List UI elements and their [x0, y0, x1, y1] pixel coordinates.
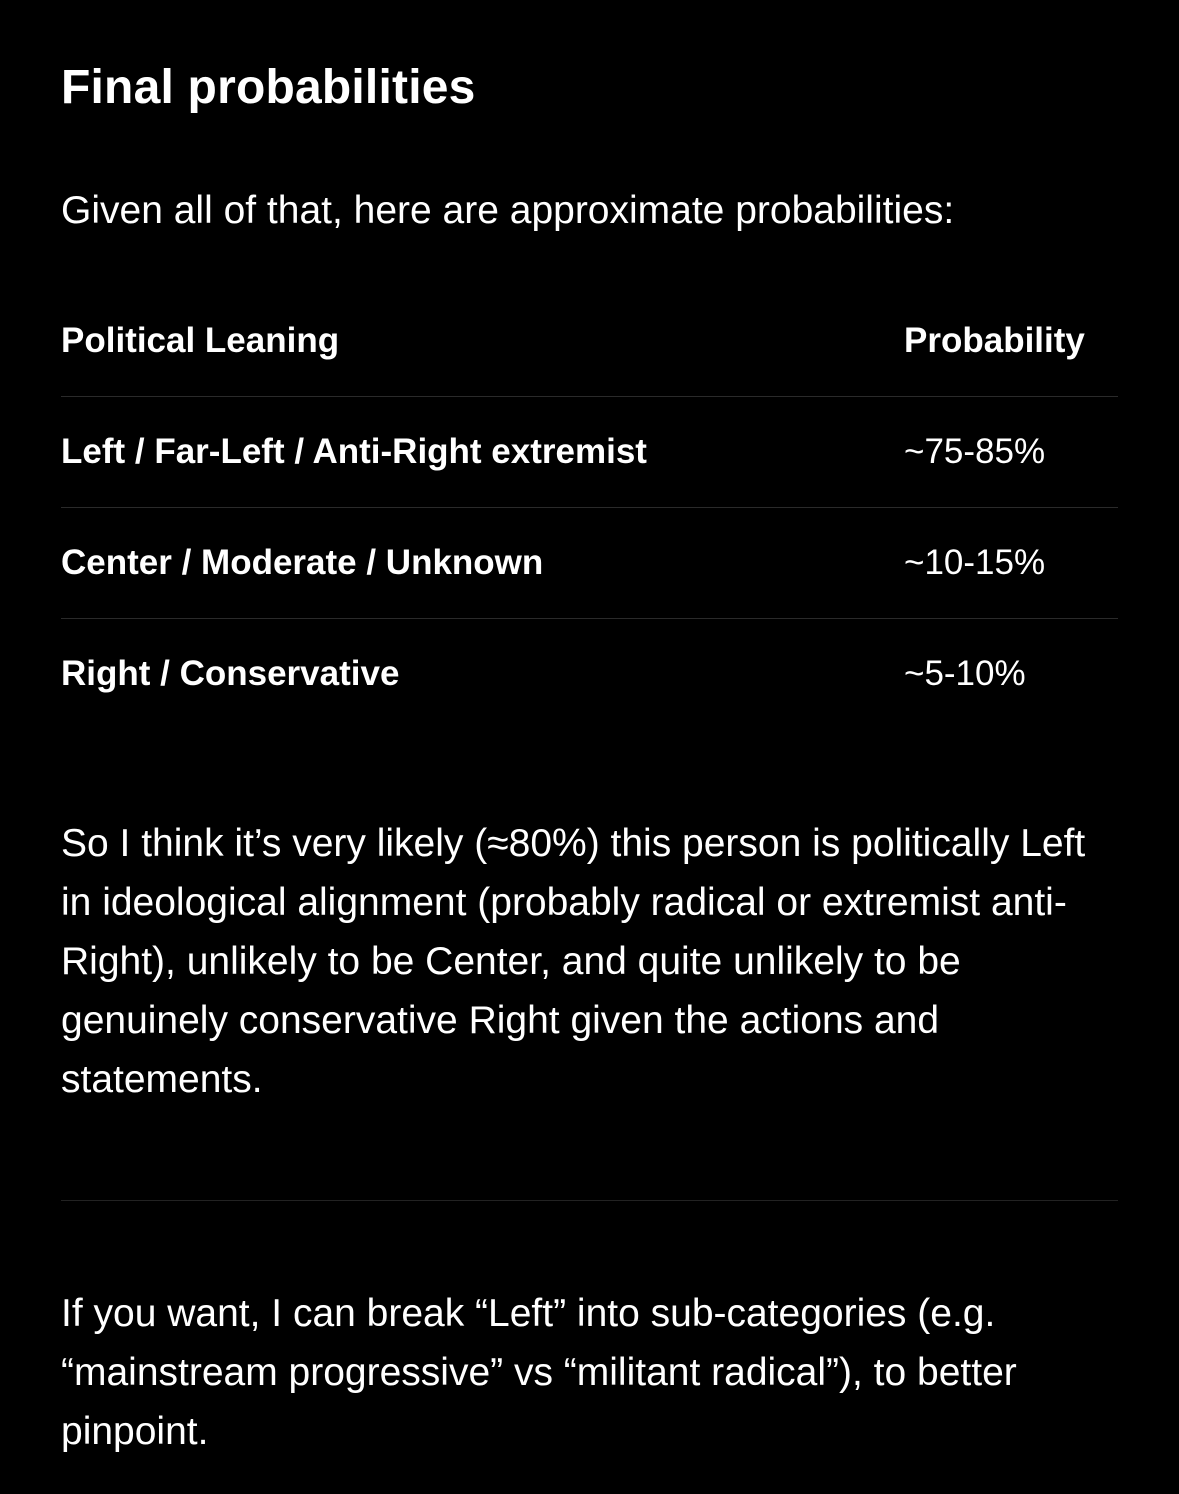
section-divider: [61, 1200, 1118, 1201]
header-probability: Probability: [904, 321, 1085, 360]
row-leaning: Right / Conservative: [61, 654, 400, 693]
section-heading: Final probabilities: [61, 61, 476, 114]
table-row: [61, 508, 1118, 619]
followup-paragraph: If you want, I can break “Left” into sub-categories (e.g. “mainstream progressive” vs “militant radical”), to better pinpoint.: [61, 1292, 1017, 1453]
table-header-row: [61, 286, 1118, 397]
table-row: [61, 397, 1118, 508]
header-political-leaning: Political Leaning: [61, 321, 340, 360]
table-row: [61, 619, 1118, 729]
summary-paragraph: So I think it’s very likely (≈80%) this person is politically Left in ideological alignment (probably radical or extremist anti-Right), unlikely to be Center, and quite unlikely to be genuinely conservative Right given the actions and statements.: [61, 822, 1086, 1101]
probability-table: [61, 286, 1118, 729]
intro-text: Given all of that, here are approximate probabilities:: [61, 189, 955, 232]
row-probability: ~10-15%: [904, 543, 1046, 582]
row-probability: ~75-85%: [904, 432, 1046, 471]
row-leaning: Center / Moderate / Unknown: [61, 543, 544, 582]
row-leaning: Left / Far-Left / Anti-Right extremist: [61, 432, 647, 471]
row-probability: ~5-10%: [904, 654, 1026, 693]
